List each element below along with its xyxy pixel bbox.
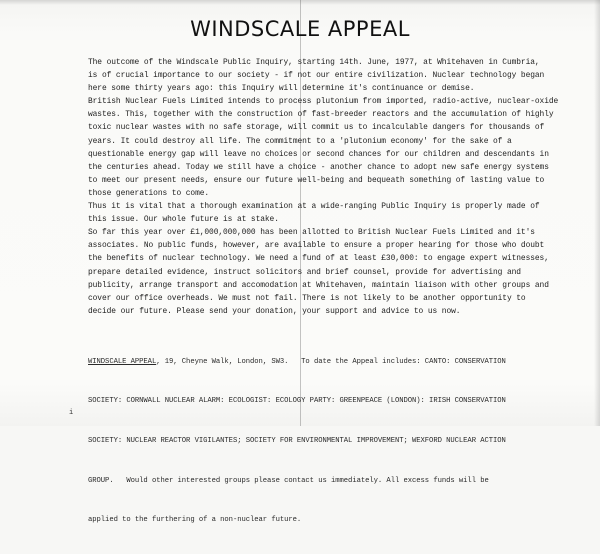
footer-org-name: WINDSCALE APPEAL: [88, 357, 157, 366]
body-line: So far this year over £1,000,000,000 has been allotted to British Nuclear Fuels Limited and it's: [88, 228, 535, 238]
footer-line: [88, 356, 588, 369]
body-line: wastes. This, together with the construction of fast-breeder reactors and the accumulation of highly: [88, 110, 554, 120]
body-line: toxic nuclear wastes with no safe storage, will commit us to incalculable dangers for thousands of: [88, 123, 545, 133]
footer-line: GROUP. Would other interested groups please contact us immediately. All excess funds will be: [88, 476, 489, 485]
page-edge-shadow-right: [594, 0, 600, 426]
footer-line: SOCIETY: NUCLEAR REACTOR VIGILANTES; SOCIETY FOR ENVIRONMENTAL IMPROVEMENT; WEXFORD NUCLEAR ACTION: [88, 436, 506, 445]
body-line: to meet our present needs, ensure our future well-being and bequeath something of lasting value to: [88, 175, 545, 185]
body-line: questionable energy gap will leave no choices or second chances for our children and descendants in: [88, 149, 549, 159]
body-line: Thus it is vital that a thorough examination at a wide-ranging Public Inquiry is properly made of: [88, 202, 540, 212]
body-line: the benefits of nuclear technology. We need a fund of at least £30,000: to engage expert witnesses,: [88, 254, 549, 264]
body-line: this issue. Our whole future is at stake.: [88, 215, 279, 225]
body-line: is of crucial importance to our society - if not our entire civilization. Nuclear technology began: [88, 71, 545, 81]
footer-line: applied to the furthering of a non-nuclear future.: [88, 516, 302, 525]
body-line: years. It could destroy all life. The commitment to a 'plutonium economy' for the sake of a: [88, 136, 512, 146]
body-line: prepare detailed evidence, instruct solicitors and brief counsel, provide for advertising and: [88, 267, 521, 277]
body-line: cover our office overheads. We must not fail. There is not likely to be another opportunity to: [88, 293, 526, 303]
margin-mark: i: [69, 409, 74, 417]
body-line: those generations to come.: [88, 188, 210, 198]
appeal-body-text: [88, 56, 588, 318]
body-line: here some thirty years ago: this Inquiry will determine it's continuance or demise.: [88, 84, 475, 94]
body-line: British Nuclear Fuels Limited intends to process plutonium from imported, radio-active, nuclear-oxide: [88, 97, 559, 107]
footer-line: SOCIETY: CORNWALL NUCLEAR ALARM: ECOLOGIST: ECOLOGY PARTY: GREENPEACE (LONDON): IRISH CONSERVATION: [88, 397, 506, 406]
appeal-footer: [88, 329, 588, 554]
footer-address: , 19, Cheyne Walk, London, SW3. To date the Appeal includes: CANTO: CONSERVATION: [156, 357, 506, 366]
document-title: WINDSCALE APPEAL: [190, 17, 410, 41]
body-line: publicity, arrange transport and accomodation at Whitehaven, maintain liaison with other groups and: [88, 280, 549, 290]
body-line: The outcome of the Windscale Public Inquiry, starting 14th. June, 1977, at Whitehaven in Cumbria,: [88, 58, 540, 67]
body-line: decide our future. Please send your donation, your support and advice to us now.: [88, 306, 461, 316]
body-line: associates. No public funds, however, are available to ensure a proper hearing for those who doubt: [88, 241, 545, 251]
body-line: the centuries ahead. Today we still have a choice - another chance to adopt new safe energy systems: [88, 162, 549, 172]
